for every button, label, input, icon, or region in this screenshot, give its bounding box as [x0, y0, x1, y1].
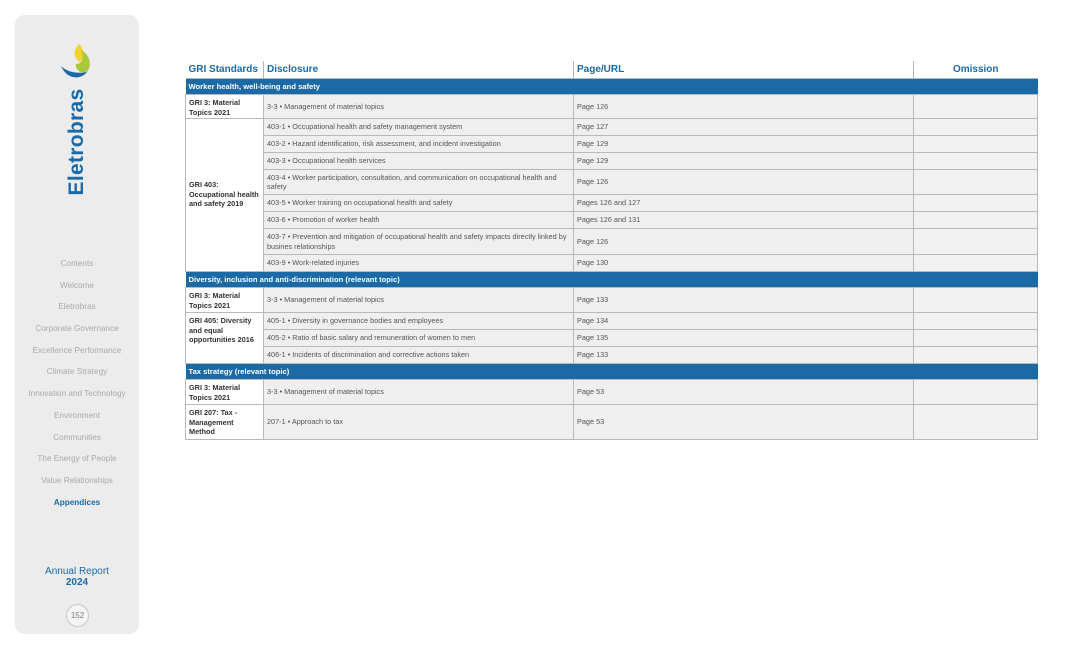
disclosure-cell: 403-2 • Hazard identification, risk assessment, and incident investigation: [264, 136, 574, 153]
section-row: [186, 272, 1038, 288]
page-cell: Page 129: [574, 136, 914, 153]
nav-appendices[interactable]: Appendices: [53, 497, 101, 507]
disclosure-cell: 405-2 • Ratio of basic salary and remuneration of women to men: [264, 330, 574, 347]
gri-standard-cell: GRI 405: Diversity and equal opportunities 2016: [186, 313, 264, 364]
omission-cell: [914, 212, 1038, 229]
page-cell: Page 53: [574, 405, 914, 440]
sidebar: [15, 15, 139, 634]
page-cell: Page 135: [574, 330, 914, 347]
section-row: [186, 79, 1038, 95]
annual-report-text: Annual Report: [45, 566, 109, 577]
nav-innovation-technology[interactable]: Innovation and Technology: [28, 389, 126, 399]
omission-cell: [914, 255, 1038, 272]
nav-welcome[interactable]: Welcome: [60, 280, 94, 290]
table-row: [186, 405, 1038, 440]
table-row: [186, 229, 1038, 255]
nav-environment[interactable]: Environment: [54, 410, 100, 420]
table-row: [186, 288, 1038, 313]
omission-cell: [914, 153, 1038, 170]
omission-cell: [914, 195, 1038, 212]
annual-report-label: [15, 566, 139, 588]
disclosure-cell: 3-3 • Management of material topics: [264, 288, 574, 313]
gri-standard-cell: GRI 3: Material Topics 2021: [186, 380, 264, 405]
annual-report-year: 2024: [65, 577, 89, 588]
eletrobras-logo-icon: [59, 42, 93, 82]
nav-climate-strategy[interactable]: Climate Strategy: [46, 367, 108, 377]
header-omission: Omission: [914, 61, 1038, 79]
section-title: Diversity, inclusion and anti-discrimination (relevant topic): [186, 272, 1038, 288]
disclosure-cell: 403-9 • Work-related injuries: [264, 255, 574, 272]
page-number: 152: [66, 604, 89, 627]
page-cell: Page 126: [574, 170, 914, 195]
nav-communities[interactable]: Communities: [53, 432, 101, 442]
omission-cell: [914, 380, 1038, 405]
gri-standard-cell: GRI 3: Material Topics 2021: [186, 95, 264, 119]
table-row: [186, 170, 1038, 195]
table-row: [186, 347, 1038, 364]
nav-corporate-governance[interactable]: Corporate Governance: [35, 324, 119, 334]
page-cell: Pages 126 and 131: [574, 212, 914, 229]
omission-cell: [914, 170, 1038, 195]
nav-value-relationships[interactable]: Value Relationships: [41, 475, 113, 485]
table-row: [186, 313, 1038, 330]
disclosure-cell: 405-1 • Diversity in governance bodies and employees: [264, 313, 574, 330]
table-row: [186, 195, 1038, 212]
table-row: [186, 153, 1038, 170]
page-cell: Page 134: [574, 313, 914, 330]
omission-cell: [914, 229, 1038, 255]
page-cell: Page 133: [574, 347, 914, 364]
page-cell: Page 133: [574, 288, 914, 313]
page-cell: Page 130: [574, 255, 914, 272]
gri-standard-cell: GRI 403: Occupational health and safety 2019: [186, 119, 264, 272]
page-cell: Page 53: [574, 380, 914, 405]
gri-standard-cell: GRI 207: Tax - Management Method: [186, 405, 264, 440]
disclosure-cell: 403-1 • Occupational health and safety management system: [264, 119, 574, 136]
omission-cell: [914, 405, 1038, 440]
table-row: [186, 255, 1038, 272]
table-row: [186, 95, 1038, 119]
table-row: [186, 119, 1038, 136]
disclosure-cell: 3-3 • Management of material topics: [264, 380, 574, 405]
disclosure-cell: 403-7 • Prevention and mitigation of occupational health and safety impacts directly linked by busines relationships: [264, 229, 574, 255]
table-row: [186, 330, 1038, 347]
nav-eletrobras[interactable]: Eletrobras: [58, 302, 96, 312]
disclosure-cell: 207-1 • Approach to tax: [264, 405, 574, 440]
header-page-url: Page/URL: [574, 61, 914, 79]
page-cell: Pages 126 and 127: [574, 195, 914, 212]
section-row: [186, 364, 1038, 380]
omission-cell: [914, 313, 1038, 330]
page-cell: Page 126: [574, 229, 914, 255]
omission-cell: [914, 288, 1038, 313]
section-title: Tax strategy (relevant topic): [186, 364, 1038, 380]
omission-cell: [914, 330, 1038, 347]
eletrobras-wordmark: Eletrobras: [65, 88, 88, 196]
table-row: [186, 136, 1038, 153]
page-cell: Page 129: [574, 153, 914, 170]
disclosure-cell: 403-5 • Worker training on occupational health and safety: [264, 195, 574, 212]
disclosure-cell: 406-1 • Incidents of discrimination and corrective actions taken: [264, 347, 574, 364]
disclosure-cell: 3-3 • Management of material topics: [264, 95, 574, 119]
page-cell: Page 126: [574, 95, 914, 119]
nav-excellence-performance[interactable]: Excellence Performance: [32, 345, 122, 355]
table-row: [186, 380, 1038, 405]
section-title: Worker health, well-being and safety: [186, 79, 1038, 95]
nav-energy-of-people[interactable]: The Energy of People: [37, 454, 117, 464]
gri-standard-cell: GRI 3: Material Topics 2021: [186, 288, 264, 313]
nav-contents[interactable]: Contents: [60, 259, 94, 268]
disclosure-cell: 403-3 • Occupational health services: [264, 153, 574, 170]
disclosure-cell: 403-4 • Worker participation, consultation, and communication on occupational health and safety: [264, 170, 574, 195]
header-gri-standards: GRI Standards: [186, 61, 264, 79]
disclosure-cell: 403-6 • Promotion of worker health: [264, 212, 574, 229]
page-cell: Page 127: [574, 119, 914, 136]
header-disclosure: Disclosure: [264, 61, 574, 79]
sidebar-nav: [15, 253, 139, 513]
omission-cell: [914, 347, 1038, 364]
omission-cell: [914, 119, 1038, 136]
omission-cell: [914, 95, 1038, 119]
gri-table: [185, 61, 1038, 440]
table-row: [186, 212, 1038, 229]
omission-cell: [914, 136, 1038, 153]
